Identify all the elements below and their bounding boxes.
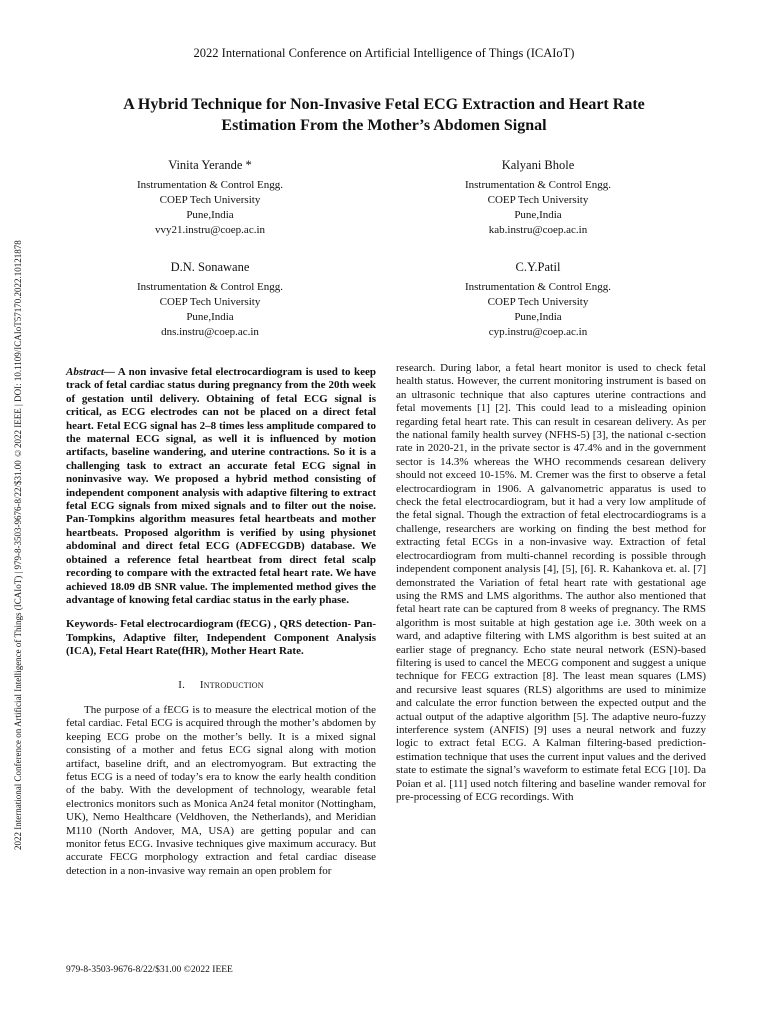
- section-number: I.: [178, 678, 186, 691]
- paper-title: [60, 94, 708, 136]
- author-email: cyp.instru@coep.ac.in: [488, 326, 588, 338]
- title-line-2: Estimation From the Mother’s Abdomen Signal: [221, 117, 547, 134]
- author-org: COEP Tech University: [487, 296, 589, 308]
- author-email: kab.instru@coep.ac.in: [488, 224, 588, 236]
- author-email: dns.instru@coep.ac.in: [161, 326, 259, 338]
- author-block-1: [90, 158, 330, 238]
- abstract: [66, 366, 376, 607]
- author-name: D.N. Sonawane: [170, 260, 250, 274]
- author-dept: Instrumentation & Control Engg.: [464, 281, 612, 293]
- author-name: Vinita Yerande *: [168, 158, 252, 172]
- author-block-3: [90, 260, 330, 340]
- author-org: COEP Tech University: [159, 194, 261, 206]
- copyright-footer: 979-8-3503-9676-8/22/$31.00 ©2022 IEEE: [66, 965, 233, 975]
- author-city: Pune,India: [186, 209, 234, 221]
- abstract-lead: Abstract—: [66, 366, 115, 378]
- right-column-paragraph: research. During labor, a fetal heart monitor is used to check fetal health status. However, the current monitoring instrument is based on an ultrasonic technique that also captures uterine contractions and fetal movements [1] [2]. This could lead to a misleading opinion regarding fetal heart rate. This can result in cesarean delivery. As per the national family health survey (NFHS-5) [3], the national c-section rate in 2020-21, in the private sector is 47.4% and in the government sector is 14.3% whereas the WHO recommends cesarean delivery should not exceed 10-15%. M. Cremer was the first to observe a fetal electrocardiogram in 1906. A galvanometric apparatus is used to check the fetal electrocardiogram, but it had a very low amplitude of the fetal signal. Though the extraction of fetal electrocardiograms is a challenge, researchers are working on finding the best method for extracting fetal ECGs in a non-invasive way. Extraction of fetal electrocardiogram from multi-channel recording is possible through independent component analysis [4], [5], [6]. R. Kahankova et. al. [7] demonstrated the Variation of fetal heart rate with gestational age using the RMS and LMS algorithms. The author also mentioned that fetal heart rate can be captured from 8 weeks of pregnancy. The RMS algorithm is most suitable at high gestation age i.e. 30th week on a ward, and adaptive filtering with LMS algorithm is best suited at an earlier stage of pregnancy. Echo state neural network (ESN)-based filtering is used to cancel the MECG component and suggest a unique technique for FECG extraction [8]. The least mean squares (LMS) and recursive least squares (RLS) algorithms are used to minimize and calculate the error function between the expected output and the actual output of the adaptive algorithm [5]. The adaptive neuro-fuzzy interference system (ANFIS) [9] uses a neural network and fuzzy logic to extract fetal ECG. A Kalman filtering-based prediction-estimation technique that uses the current input values and the derived state to estimate the signal’s waveform to estimate fetal ECG [10]. Da Poian et al. [11] used notch filtering and baseline wander removal for pre-processing of ECG recordings. With: [396, 362, 706, 803]
- author-city: Pune,India: [186, 311, 234, 323]
- left-column: [66, 366, 376, 878]
- author-org: COEP Tech University: [159, 296, 261, 308]
- keywords: Keywords- Fetal electrocardiogram (fECG) , QRS detection- Pan-Tompkins, Adaptive filter, Independent Component Analysis (ICA), Fetal Heart Rate(fHR), Mother Heart Rate.: [66, 618, 376, 658]
- right-column: [396, 362, 706, 804]
- author-dept: Instrumentation & Control Engg.: [464, 179, 612, 191]
- author-dept: Instrumentation & Control Engg.: [136, 179, 284, 191]
- doi-sidebar: 2022 International Conference on Artificial Intelligence of Things (ICAIoT) | 979-8-3503-9676-8/22/$31.00 ©2022 IEEE | DOI: 10.1109/ICAIoT57170.2022.10121878: [13, 240, 23, 850]
- author-dept: Instrumentation & Control Engg.: [136, 281, 284, 293]
- author-city: Pune,India: [514, 209, 562, 221]
- section-title: Introduction: [199, 678, 264, 691]
- author-name: Kalyani Bhole: [501, 158, 575, 172]
- author-block-4: [418, 260, 658, 340]
- section-heading: [66, 679, 376, 692]
- abstract-text: A non invasive fetal electrocardiogram is used to keep track of fetal cardiac status during pregnancy from the 20th week of gestation until delivery. Obtaining of fetal ECG signal is critical, as ECG electrodes can not be placed on a direct fetal heart. Fetal ECG signal has 2–8 times less amplitude compared to the maternal ECG signal, as well it is influenced by motion artifacts, baseline wandering, and uterine contractions. So it is a challenging task to extract an accurate fetal ECG signal in noninvasive way. We proposed a hybrid method consisting of independent component analysis with adaptive filtering to extract fetal ECG signals from mixed signals and to filter out the noise. Pan-Tompkins algorithm measures fetal heartbeats and mother heartbeats. Proposed algorithm is verified by using physionet abdominal and direct fetal ECG (ADFECGDB) database. We obtained a reference fetal heartbeat from direct fetal scalp recording to compare with the extracted fetal heart rate. We have achieved 18.09 dB SNR value. The implemented method gives the advantage of knowing fetal cardiac status in the early phase.: [66, 366, 376, 606]
- author-city: Pune,India: [514, 311, 562, 323]
- author-name: C.Y.Patil: [515, 260, 561, 274]
- conference-header: 2022 International Conference on Artificial Intelligence of Things (ICAIoT): [193, 46, 575, 60]
- author-block-2: [418, 158, 658, 238]
- intro-paragraph: The purpose of a fECG is to measure the electrical motion of the fetal cardiac. Fetal ECG is acquired through the mother’s abdomen by keeping ECG probe on the mother’s belly. It is a mixed signal consisting of a mother and fetus ECG signal along with motion artifact, baseline drift, and an electromyogram. But extracting the fetus ECG is a need of today’s era to know the early health condition of the baby. With the development of technology, wearable fetal electronics monitors such as Monica An24 fetal monitor (Nottingham, UK), Nemo Healthcare (Veldhoven, the Netherlands), and Meridian M110 (North Andover, MA, USA) are getting popular and can monitor fetus ECG. Invasive techniques give maximum accuracy. But accurate FECG morphology extraction and fetal cardiac disease detection in a non-invasive way remain an open problem for: [66, 703, 376, 877]
- author-email: vvy21.instru@coep.ac.in: [154, 224, 266, 236]
- author-org: COEP Tech University: [487, 194, 589, 206]
- title-line-1: A Hybrid Technique for Non-Invasive Fetal ECG Extraction and Heart Rate: [123, 96, 645, 113]
